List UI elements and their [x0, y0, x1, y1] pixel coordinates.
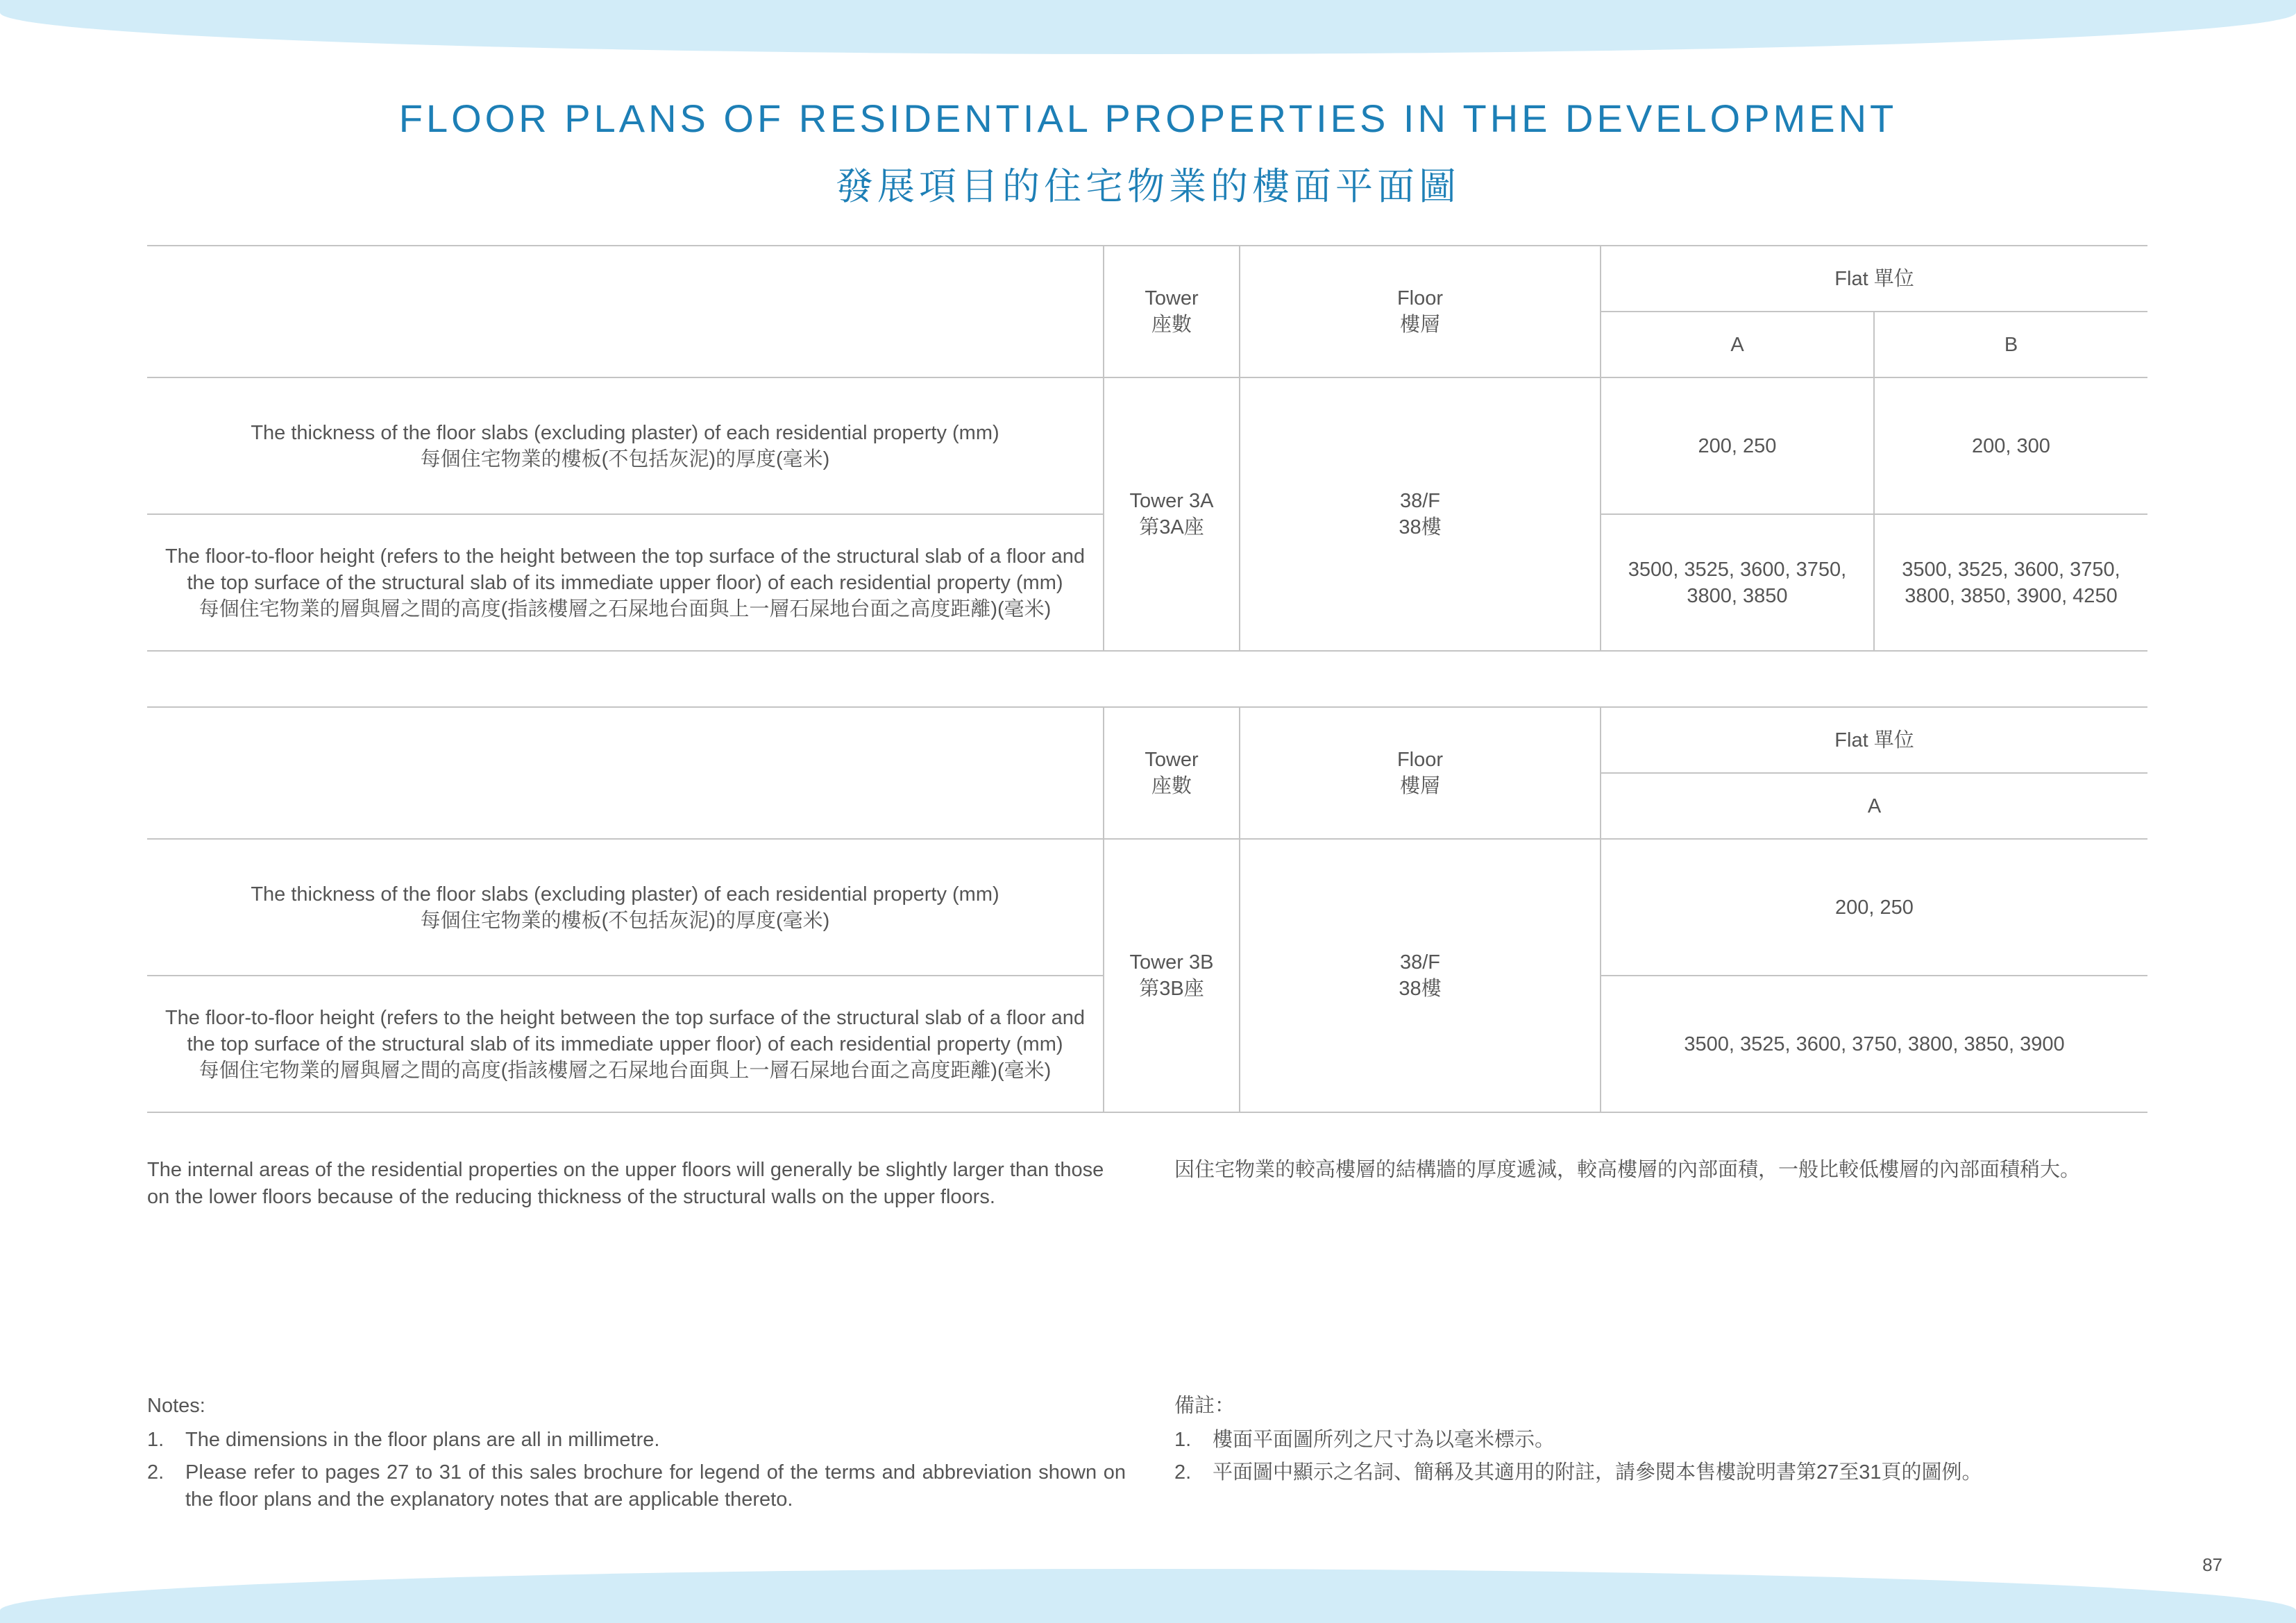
header-floor: Floor 樓層	[1240, 707, 1601, 839]
header-flat-a: A	[1601, 312, 1874, 377]
top-decorative-band	[0, 0, 2296, 54]
header-flat-b: B	[1874, 312, 2147, 377]
row-label-slab-thickness: The thickness of the floor slabs (excluding plaster) of each residential property (mm) 每個住宅物業的樓板(不包括灰泥)的厚度(毫米)	[147, 377, 1104, 514]
note-text: 平面圖中顯示之名詞、簡稱及其適用的附註，請參閱本售樓說明書第27至31頁的圖例。	[1213, 1461, 1982, 1484]
note-item	[147, 1459, 1126, 1513]
note-number: 2.	[147, 1461, 164, 1484]
header-flat-a: A	[1601, 773, 2147, 839]
row-label-slab-thickness: The thickness of the floor slabs (excluding plaster) of each residential property (mm) 每個住宅物業的樓板(不包括灰泥)的厚度(毫米)	[147, 839, 1104, 976]
header-flat: Flat 單位	[1601, 707, 2147, 773]
internal-area-note-zh: 因住宅物業的較高樓層的結構牆的厚度遞減，較高樓層的內部面積，一般比較低樓層的內部面積稍大。	[1174, 1159, 2081, 1181]
header-tower: Tower 座數	[1104, 246, 1240, 377]
page-number: 87	[2202, 1554, 2222, 1575]
header-blank-cell	[147, 246, 1104, 377]
floor-cell: 38/F 38樓	[1240, 377, 1601, 651]
slab-value-flat-a: 200, 250	[1601, 839, 2147, 976]
note-number: 1.	[1174, 1429, 1192, 1451]
internal-area-note-en: The internal areas of the residential properties on the upper floors will generally be slightly larger than those on the lower floors because of the reducing thickness of the structural walls on the upper floors.	[147, 1159, 1104, 1208]
note-number: 2.	[1174, 1461, 1192, 1484]
note-text: 樓面平面圖所列之尺寸為以毫米標示。	[1213, 1429, 1555, 1451]
note-item	[1174, 1459, 2146, 1486]
tower-cell: Tower 3B 第3B座	[1104, 839, 1240, 1112]
row-label-floor-height: The floor-to-floor height (refers to the height between the top surface of the structural slab of a floor and the top surface of the structural slab of its immediate upper floor) of each residential property (mm) 每個住宅物業的層與層之間的高度(指該樓層之石屎地台面與上一層石屎地台面之高度距離)(毫米)	[147, 976, 1104, 1112]
note-number: 1.	[147, 1429, 164, 1451]
header-flat: Flat 單位	[1601, 246, 2147, 312]
header-floor: Floor 樓層	[1240, 246, 1601, 377]
note-text: The dimensions in the floor plans are all in millimetre.	[185, 1429, 660, 1451]
notes-en	[147, 1392, 1126, 1519]
tower-cell: Tower 3A 第3A座	[1104, 377, 1240, 651]
row-label-floor-height: The floor-to-floor height (refers to the height between the top surface of the structural slab of a floor and the top surface of the structural slab of its immediate upper floor) of each residential property (mm) 每個住宅物業的層與層之間的高度(指該樓層之石屎地台面與上一層石屎地台面之高度距離)(毫米)	[147, 514, 1104, 651]
note-item	[147, 1427, 1126, 1454]
note-item	[1174, 1427, 2146, 1454]
floor-cell: 38/F 38樓	[1240, 839, 1601, 1112]
height-value-flat-a: 3500, 3525, 3600, 3750, 3800, 3850, 3900	[1601, 976, 2147, 1112]
page-title-en: FLOOR PLANS OF RESIDENTIAL PROPERTIES IN THE DEVELOPMENT	[398, 96, 1898, 140]
notes-heading-zh: 備註：	[1174, 1395, 1235, 1417]
height-value-flat-b: 3500, 3525, 3600, 3750, 3800, 3850, 3900, 4250	[1874, 514, 2147, 651]
header-blank-cell	[147, 707, 1104, 839]
spec-table-tower-3a	[147, 245, 2147, 652]
height-value-flat-a: 3500, 3525, 3600, 3750, 3800, 3850	[1601, 514, 1874, 651]
spec-table-tower-3b	[147, 706, 2147, 1113]
slab-value-flat-b: 200, 300	[1874, 377, 2147, 514]
header-tower: Tower 座數	[1104, 707, 1240, 839]
note-text: Please refer to pages 27 to 31 of this sales brochure for legend of the terms and abbreviation shown on the floor plans and the explanatory notes that are applicable thereto.	[185, 1461, 1126, 1511]
notes-zh	[1174, 1392, 2146, 1492]
slab-value-flat-a: 200, 250	[1601, 377, 1874, 514]
page-title-zh: 發展項目的住宅物業的樓面平面圖	[836, 166, 1460, 207]
notes-heading-en: Notes:	[147, 1395, 205, 1417]
bottom-decorative-band	[0, 1569, 2296, 1623]
